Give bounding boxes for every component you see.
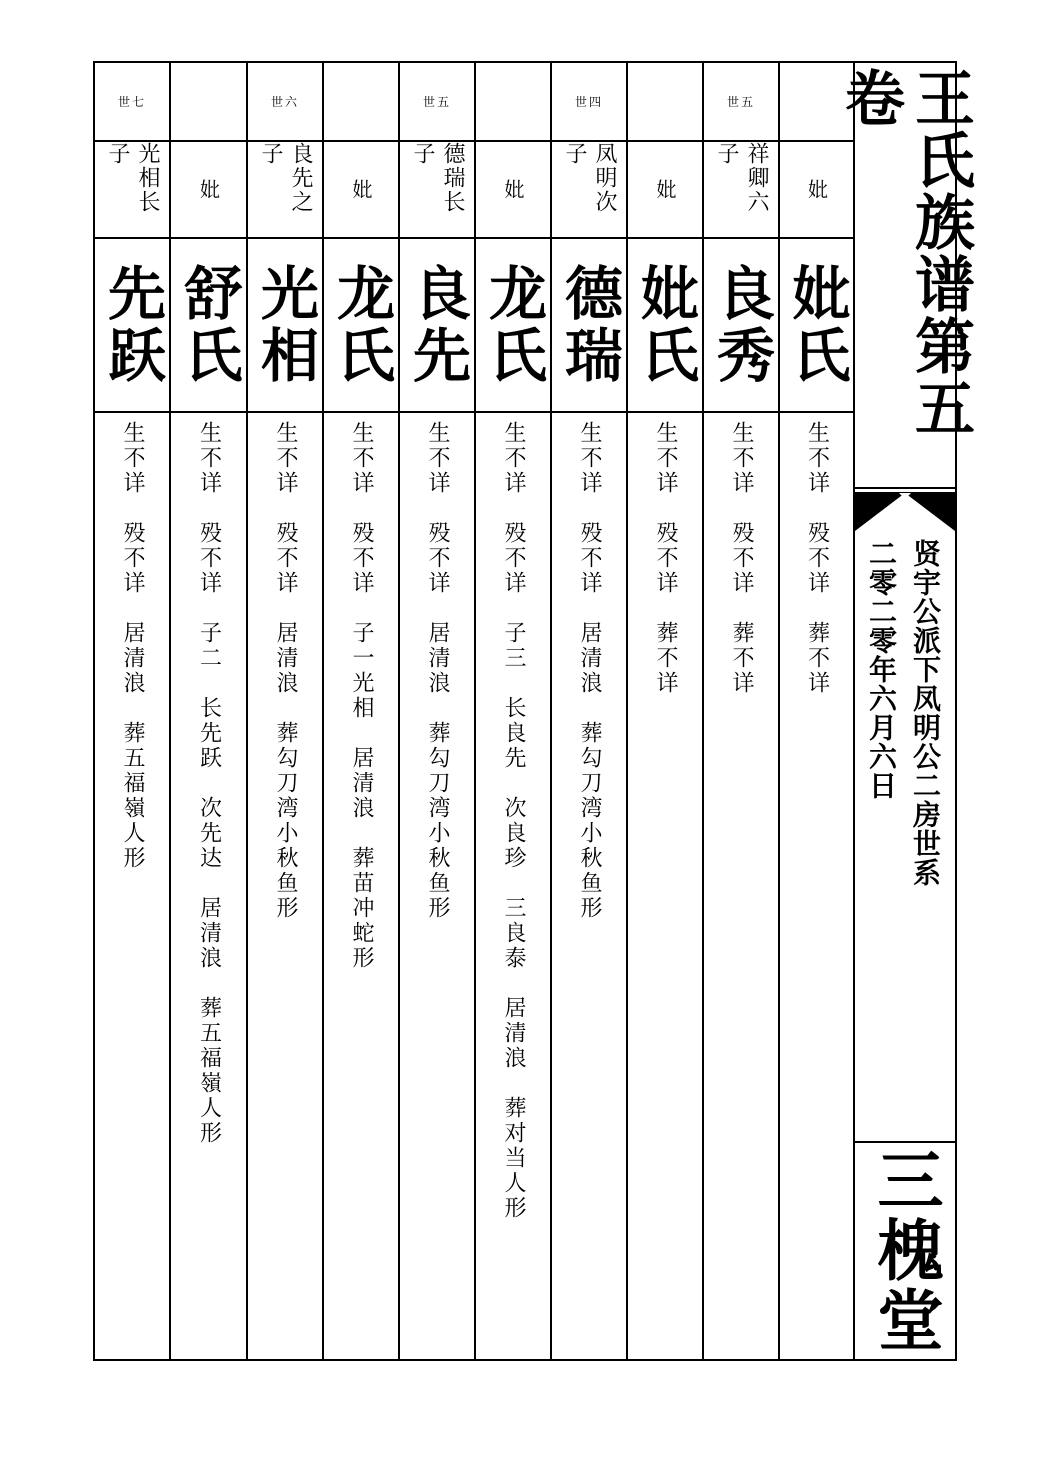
generation-label	[324, 63, 398, 140]
relation-label: 妣	[349, 178, 373, 201]
relation-label: 凤明次子	[562, 142, 617, 214]
relation-label: 光相长子	[105, 142, 160, 214]
person-name: 德瑞	[555, 263, 623, 387]
person-name: 妣氏	[782, 263, 851, 387]
generation-label: 世五	[726, 95, 755, 109]
relation-label: 妣	[804, 178, 829, 201]
relation-label: 德瑞长子	[410, 142, 465, 214]
person-detail: 生不详 殁不详 居清浪 葬勾刀湾小秋鱼形	[273, 421, 298, 921]
generation-label: 世四	[574, 95, 603, 109]
generation-label: 世七	[117, 95, 146, 109]
person-name: 良秀	[707, 263, 775, 387]
relation-label: 妣	[501, 178, 525, 201]
person-column	[400, 63, 476, 1359]
person-name: 舒氏	[174, 263, 243, 387]
spouse-column	[324, 63, 400, 1359]
person-name: 光相	[251, 263, 319, 387]
generation-label	[171, 63, 246, 140]
title-panel	[835, 61, 975, 1361]
genealogy-grid	[93, 61, 855, 1361]
generation-label: 世六	[270, 95, 299, 109]
person-detail: 生不详 殁不详 葬不详	[804, 421, 830, 696]
person-column	[552, 63, 628, 1359]
person-detail: 生不详 殁不详 居清浪 葬勾刀湾小秋鱼形	[425, 421, 450, 921]
book-title: 王氏族谱第五卷	[835, 67, 975, 439]
person-name: 龙氏	[327, 263, 395, 387]
generation-label	[476, 63, 550, 140]
compile-date: 二零二零年六月六日	[865, 539, 898, 800]
person-name: 龙氏	[479, 263, 547, 387]
spouse-column	[476, 63, 552, 1359]
person-name: 良先	[403, 263, 471, 387]
person-detail: 生不详 殁不详 子三 长良先 次良珍 三良泰 居清浪 葬对当人形	[501, 421, 526, 1221]
branch-line: 贤宇公派下凤明公二房世系	[909, 539, 942, 887]
relation-label: 妣	[196, 178, 221, 201]
generation-label: 世五	[422, 95, 451, 109]
spouse-column	[171, 63, 248, 1359]
spouse-column	[628, 63, 704, 1359]
person-name: 先跃	[98, 263, 166, 387]
generation-label	[628, 63, 702, 140]
person-detail: 生不详 殁不详 葬不详	[653, 421, 678, 696]
person-detail: 生不详 殁不详 居清浪 葬勾刀湾小秋鱼形	[577, 421, 602, 921]
relation-label: 良先之子	[258, 142, 313, 214]
relation-label: 妣	[653, 178, 677, 201]
fishtail-ornament	[855, 487, 955, 535]
person-detail: 生不详 殁不详 居清浪 葬五福嶺人形	[120, 421, 145, 871]
person-detail: 生不详 殁不详 子二 长先跃 次先达 居清浪 葬五福嶺人形	[196, 421, 222, 1146]
person-column	[248, 63, 324, 1359]
subtitle-block	[855, 535, 955, 1141]
person-column	[704, 63, 780, 1359]
person-detail: 生不详 殁不详 葬不详	[729, 421, 754, 696]
relation-label: 祥卿六子	[714, 142, 769, 214]
genealogy-page	[93, 61, 975, 1361]
hall-name: 三槐堂	[866, 1146, 944, 1356]
person-detail: 生不详 殁不详 子一光相 居清浪 葬苗冲蛇形	[349, 421, 374, 971]
person-column	[95, 63, 171, 1359]
person-name: 妣氏	[631, 263, 699, 387]
